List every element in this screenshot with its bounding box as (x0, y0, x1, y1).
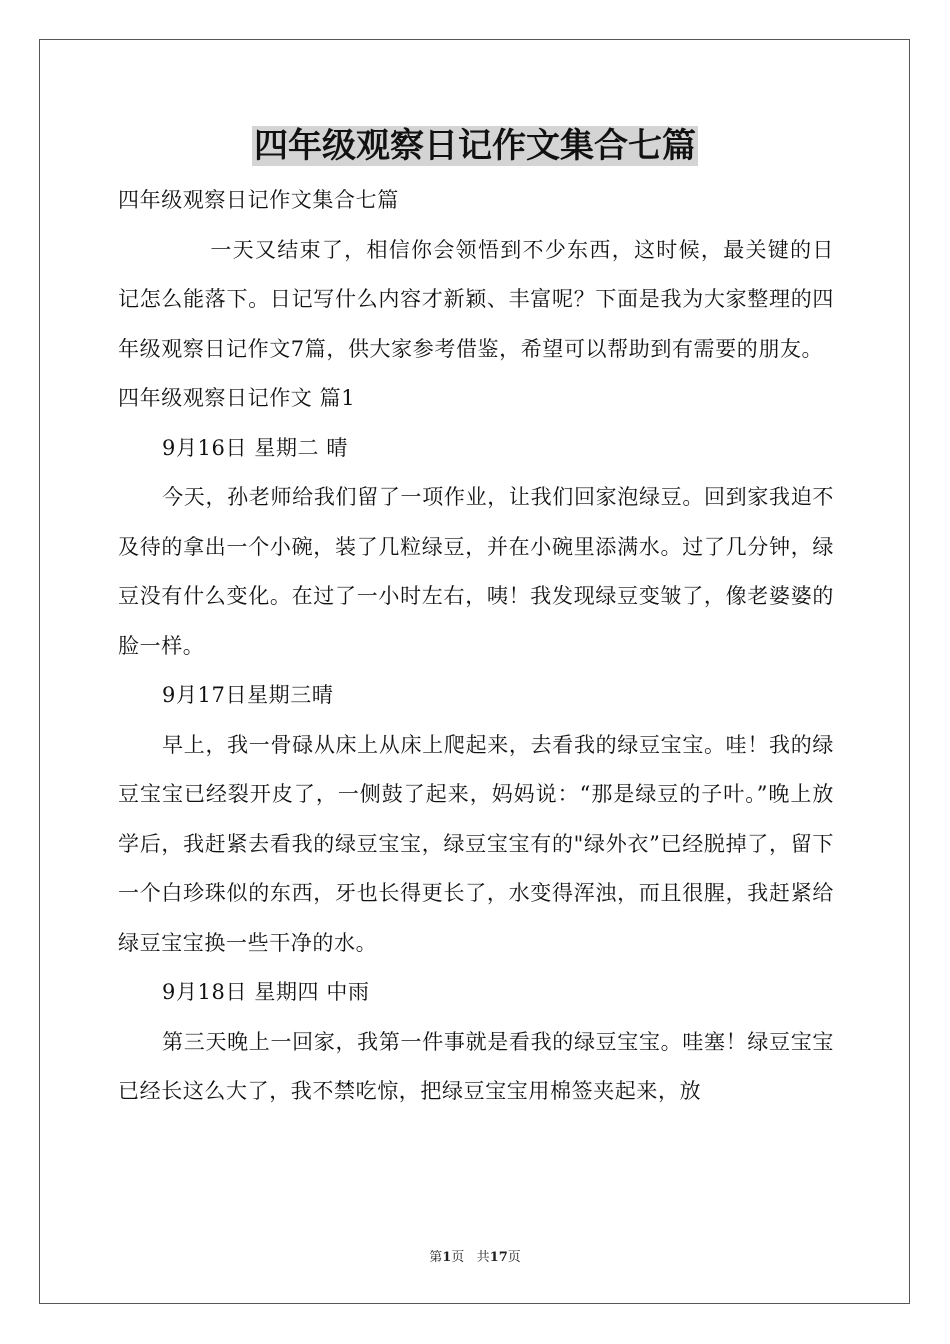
document-title-text: 四年级观察日记作文集合七篇 (254, 126, 696, 166)
footer-page-suffix: 页 (451, 1250, 465, 1265)
entry-date: 9月17日星期三晴 (162, 683, 334, 707)
document-subtitle: 四年级观察日记作文集合七篇 (118, 188, 399, 212)
entry-date: 9月16日 星期二 晴 (162, 435, 349, 460)
document-body (118, 176, 834, 1117)
section-heading: 四年级观察日记作文 篇1 (118, 386, 356, 410)
document-title (0, 124, 950, 168)
entry-paragraph: 今天，孙老师给我们留了一项作业，让我们回家泡绿豆。回到家我迫不及待的拿出一个小碗，装了几粒绿豆，并在小碗里添满水。过了几分钟，绿豆没有什么变化。在过了一小时左右，咦！我发现绿豆变皱了，像老婆婆的脸一样。 (118, 485, 834, 658)
footer-total-prefix: 共 (476, 1250, 490, 1265)
footer-total-suffix: 页 (507, 1250, 521, 1265)
entry-paragraph: 第三天晚上一回家，我第一件事就是看我的绿豆宝宝。哇塞！绿豆宝宝已经长这么大了，我不禁吃惊，把绿豆宝宝用棉签夹起来，放 (118, 1029, 834, 1103)
footer-page-number: 1 (442, 1250, 452, 1265)
entry-date: 9月18日 星期四 中雨 (162, 980, 370, 1004)
page-footer (0, 1249, 950, 1267)
footer-page-prefix: 第 (429, 1250, 443, 1265)
intro-paragraph: 一天又结束了，相信你会领悟到不少东西，这时候，最关键的日记怎么能落下。日记写什么内容才新颖、丰富呢？下面是我为大家整理的四年级观察日记作文7篇，供大家参考借鉴，希望可以帮助到有需要的朋友。 (118, 237, 834, 361)
footer-total-pages: 17 (489, 1250, 508, 1265)
entry-paragraph: 早上，我一骨碌从床上从床上爬起来，去看我的绿豆宝宝。哇！我的绿豆宝宝已经裂开皮了，一侧鼓了起来，妈妈说：“那是绿豆的子叶。”晚上放学后，我赶紧去看我的绿豆宝宝，绿豆宝宝有的"绿外衣”已经脱掉了，留下一个白珍珠似的东西，牙也长得更长了，水变得浑浊，而且很腥，我赶紧给绿豆宝宝换一些干净的水。 (118, 732, 834, 955)
